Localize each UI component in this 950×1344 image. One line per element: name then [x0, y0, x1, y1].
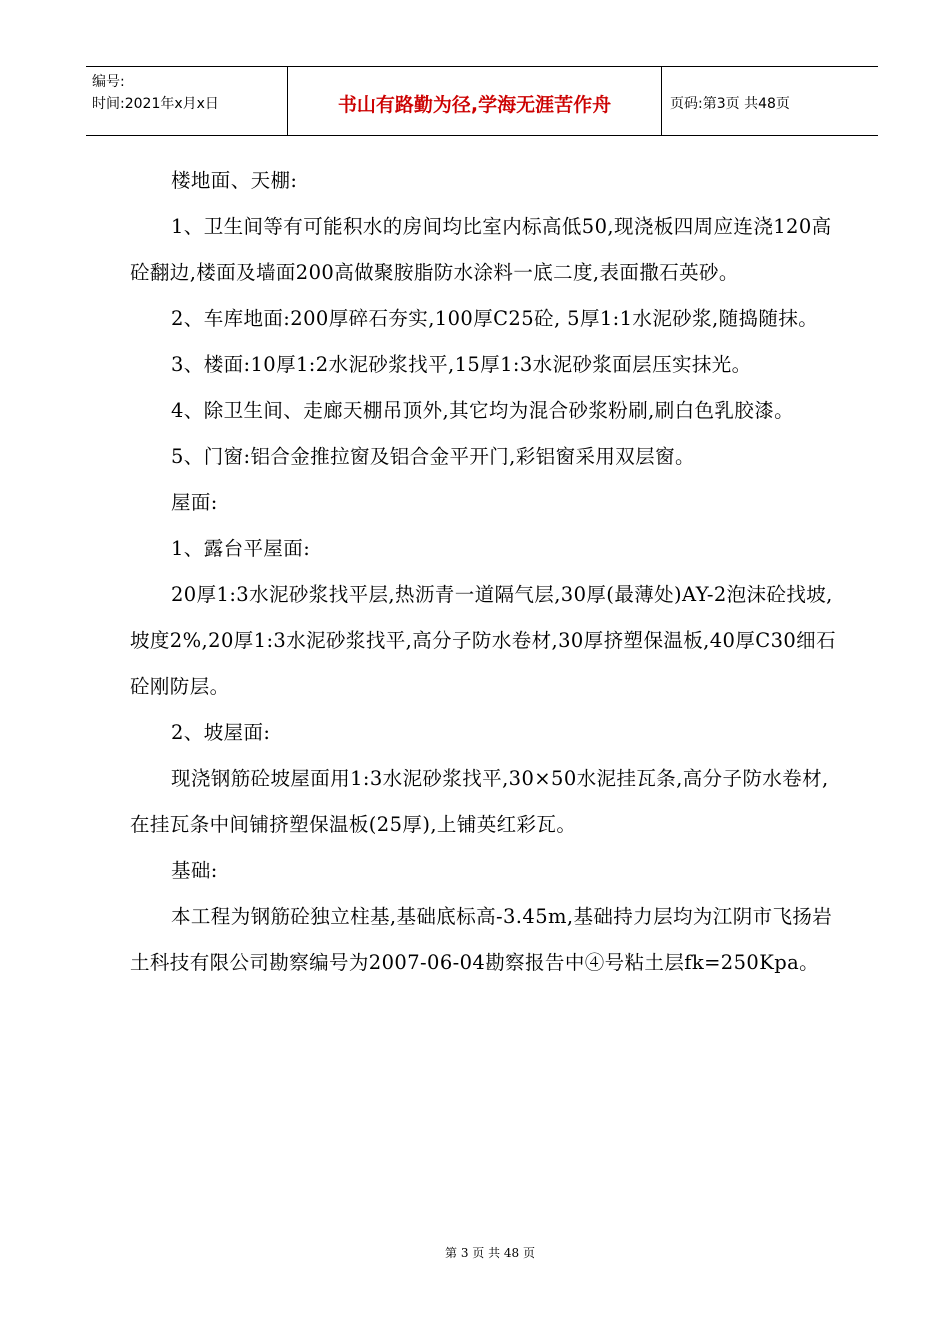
paragraph: 1、露台平屋面: — [171, 537, 311, 560]
paragraph: 楼地面、天棚: — [171, 169, 298, 192]
document-number: 编号: — [92, 74, 125, 90]
paragraph: 1、卫生间等有可能积水的房间均比室内标高低50,现浇板四周应连浇120高砼翻边,楼面及墙面200高做聚胺脂防水涂料一底二度,表面撒石英砂。 — [130, 215, 832, 284]
header-motto: 书山有路勤为径,学海无涯苦作舟 — [288, 67, 662, 135]
document-body — [130, 158, 842, 986]
paragraph: 20厚1:3水泥砂浆找平层,热沥青一道隔气层,30厚(最薄处)AY-2泡沫砼找坡,坡度2%,20厚1:3水泥砂浆找平,高分子防水卷材,30厚挤塑保温板,40厚C30细石砼刚防层。 — [130, 583, 836, 698]
paragraph: 现浇钢筋砼坡屋面用1:3水泥砂浆找平,30×50水泥挂瓦条,高分子防水卷材,在挂瓦条中间铺挤塑保温板(25厚),上铺英红彩瓦。 — [130, 767, 829, 836]
header-meta — [86, 67, 288, 135]
paragraph: 2、车库地面:200厚碎石夯实,100厚C25砼, 5厚1:1水泥砂浆,随捣随抹。 — [171, 307, 819, 330]
paragraph: 5、门窗:铝合金推拉窗及铝合金平开门,彩铝窗采用双层窗。 — [171, 445, 695, 468]
paragraph: 4、除卫生间、走廊天棚吊顶外,其它均为混合砂浆粉刷,刷白色乳胶漆。 — [171, 399, 795, 422]
paragraph: 屋面: — [171, 491, 218, 514]
paragraph: 基础: — [171, 859, 218, 882]
paragraph: 本工程为钢筋砼独立柱基,基础底标高-3.45m,基础持力层均为江阴市飞扬岩土科技有限公司勘察编号为2007-06-04勘察报告中④号粘土层fk=250Kpa。 — [130, 905, 833, 974]
paragraph: 3、楼面:10厚1:2水泥砂浆找平,15厚1:3水泥砂浆面层压实抹光。 — [171, 353, 752, 376]
page-footer: 第 3 页 共 48 页 — [445, 1246, 535, 1260]
header-page-info: 页码:第3页 共48页 — [670, 96, 790, 112]
document-time: 时间:2021年x月x日 — [92, 96, 219, 112]
paragraph: 2、坡屋面: — [171, 721, 271, 744]
page-header — [86, 66, 878, 136]
